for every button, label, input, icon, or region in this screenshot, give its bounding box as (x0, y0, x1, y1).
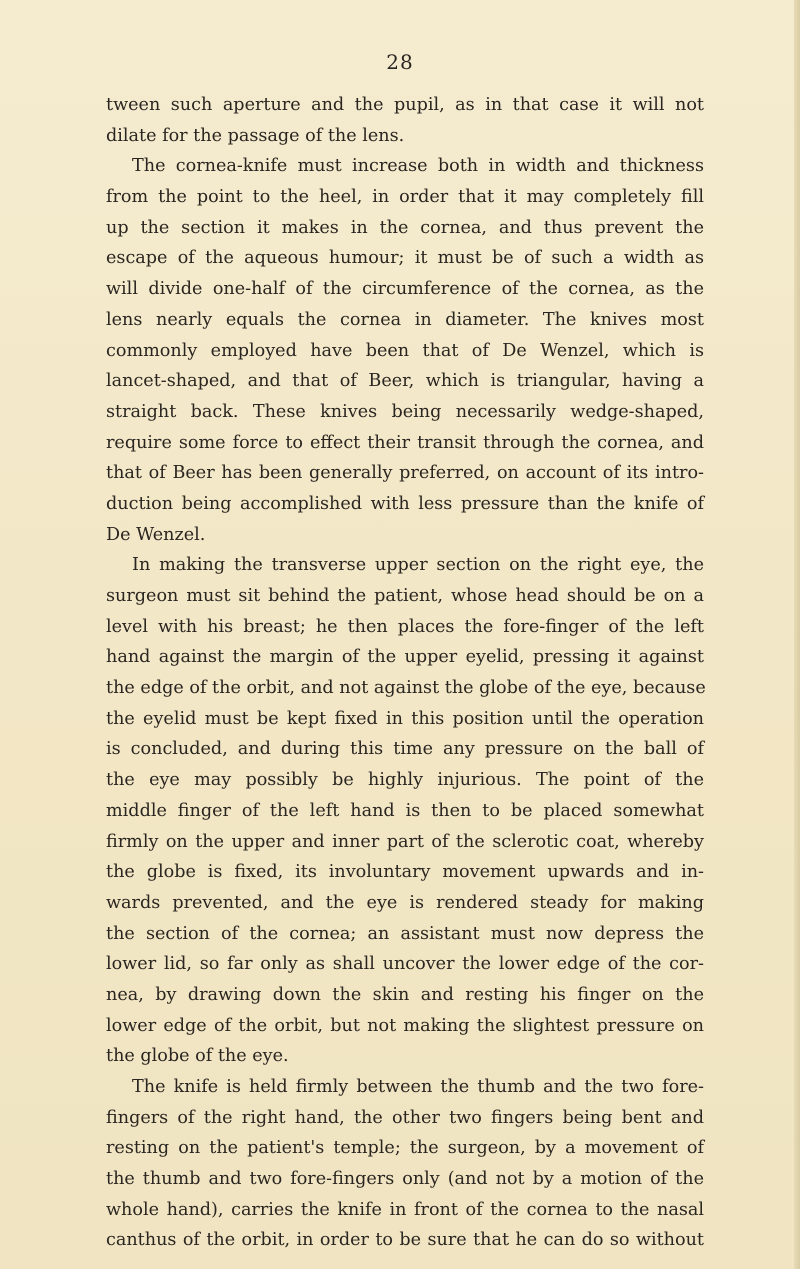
text-line: resting on the patient's temple; the surgeon, by a movement of (106, 1138, 704, 1159)
text-line: escape of the aqueous humour; it must be of such a width as (106, 248, 704, 269)
text-line: will divide one-half of the circumference of the cornea, as the (106, 279, 704, 300)
text-line: wards prevented, and the eye is rendered steady for making (106, 892, 704, 913)
text-line: straight back. These knives being necessarily wedge-shaped, (106, 401, 704, 422)
text-line: from the point to the heel, in order that it may completely fill (106, 187, 704, 208)
text-line: commonly employed have been that of De Wenzel, which is (106, 340, 704, 361)
body-text (106, 90, 704, 1256)
text-line: the edge of the orbit, and not against the globe of the eye, because (106, 678, 706, 699)
text-line: the eye may possibly be highly injurious. The point of the (106, 770, 704, 791)
text-line: firmly on the upper and inner part of the sclerotic coat, whereby (106, 831, 704, 852)
text-line: In making the transverse upper section on the right eye, the (132, 555, 704, 576)
text-line: lower edge of the orbit, but not making the slightest pressure on (106, 1015, 704, 1036)
text-line: require some force to effect their transit through the cornea, and (106, 432, 704, 453)
page-edge (794, 0, 800, 1269)
text-line: up the section it makes in the cornea, and thus prevent the (106, 217, 704, 238)
text-line: the globe of the eye. (106, 1046, 289, 1067)
text-line: fingers of the right hand, the other two fingers being bent and (106, 1107, 704, 1128)
text-line: that of Beer has been generally preferred, on account of its intro- (106, 463, 704, 484)
text-line: lower lid, so far only as shall uncover the lower edge of the cor- (106, 954, 704, 975)
text-line: canthus of the orbit, in order to be sure that he can do so without (106, 1230, 704, 1251)
text-line: the thumb and two fore-fingers only (and not by a motion of the (106, 1169, 704, 1190)
text-line: hand against the margin of the upper eyelid, pressing it against (106, 647, 704, 668)
text-line: dilate for the passage of the lens. (106, 125, 405, 146)
text-line: is concluded, and during this time any pressure on the ball of (106, 739, 704, 760)
text-line: level with his breast; he then places the fore-finger of the left (106, 616, 704, 637)
text-line: the globe is fixed, its involuntary movement upwards and in- (106, 862, 704, 883)
text-line: duction being accomplished with less pressure than the knife of (106, 493, 704, 514)
text-line: the eyelid must be kept fixed in this position until the operation (106, 708, 704, 729)
text-line: The knife is held firmly between the thumb and the two fore- (132, 1077, 704, 1097)
text-line: lancet-shaped, and that of Beer, which is triangular, having a (106, 371, 704, 392)
text-line: De Wenzel. (106, 524, 206, 545)
text-line: the section of the cornea; an assistant must now depress the (106, 923, 704, 944)
text-line: lens nearly equals the cornea in diameter. The knives most (106, 309, 704, 330)
text-line: tween such aperture and the pupil, as in that case it will not (106, 95, 704, 115)
page-number: 28 (386, 50, 414, 74)
text-line: nea, by drawing down the skin and resting his finger on the (106, 984, 704, 1005)
text-line: middle finger of the left hand is then to be placed somewhat (106, 800, 704, 821)
text-line: surgeon must sit behind the patient, whose head should be on a (106, 586, 704, 606)
text-line: The cornea-knife must increase both in width and thickness (132, 156, 704, 177)
text-line: whole hand), carries the knife in front of the cornea to the nasal (106, 1199, 704, 1220)
